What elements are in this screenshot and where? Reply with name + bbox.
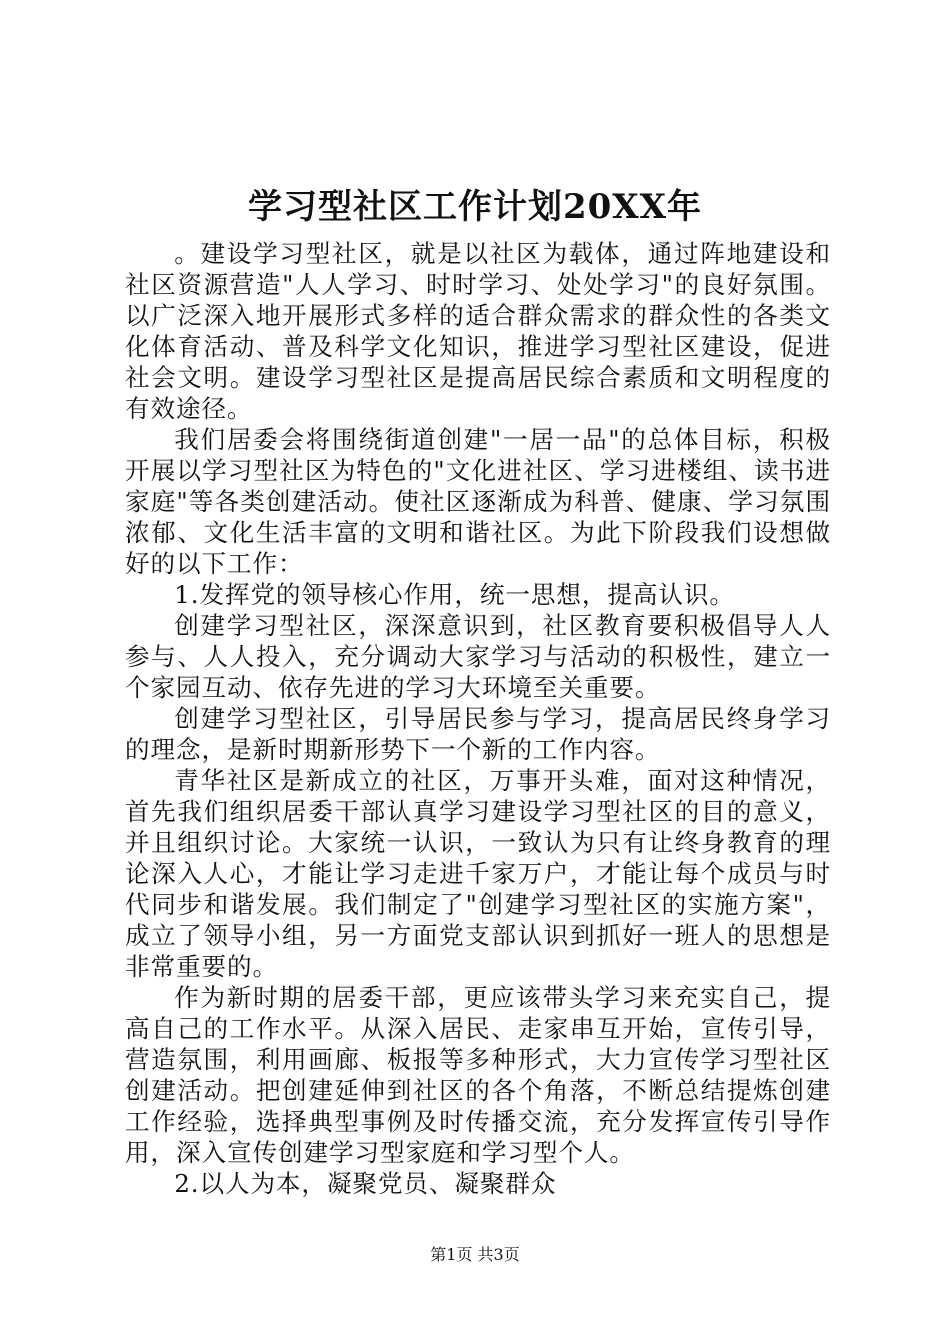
section-heading-2: 2.以人为本，凝聚党员、凝聚群众 bbox=[174, 1169, 557, 1198]
paragraph-awareness: 创建学习型社区，深深意识到，社区教育要积极倡导人人参与、人人投入，充分调动大家学习与活动的积极性，建立一个家园互动、依存先进的学习大环境至关重要。 bbox=[125, 611, 831, 702]
paragraph-qinghua-community: 青华社区是新成立的社区，万事开头难，面对这种情况，首先我们组织居委干部认真学习建设学习型社区的目的意义，并且组织讨论。大家统一认识，一致认为只有让终身教育的理论深入人心，才能让学习走进千家万户，才能让每个成员与时代同步和谐发展。我们制定了"创建学习型社区的实施方案"，成立了领导小组，另一方面党支部认识到抓好一班人的思想是非常重要的。 bbox=[125, 766, 831, 981]
paragraph-goal: 我们居委会将围绕街道创建"一居一品"的总体目标，积极开展以学习型社区为特色的"文化进社区、学习进楼组、读书进家庭"等各类创建活动。使社区逐渐成为科普、健康、学习氛围浓郁、文化生活丰富的文明和谐社区。为此下阶段我们设想做好的以下工作： bbox=[125, 425, 831, 578]
paragraph-lifelong-learning: 创建学习型社区，引导居民参与学习，提高居民终身学习的理念，是新时期新形势下一个新的工作内容。 bbox=[125, 704, 831, 764]
document-body bbox=[125, 238, 831, 1199]
paragraph-intro: 。建设学习型社区，就是以社区为载体，通过阵地建设和社区资源营造"人人学习、时时学习、处处学习"的良好氛围。以广泛深入地开展形式多样的适合群众需求的群众性的各类文化体育活动、普及科学文化知识，推进学习型社区建设，促进社会文明。建设学习型社区是提高居民综合素质和文明程度的有效途径。 bbox=[125, 239, 831, 423]
page-footer: 第1页 共3页 bbox=[430, 1245, 520, 1264]
section-heading-1: 1.发挥党的领导核心作用，统一思想，提高认识。 bbox=[174, 580, 735, 609]
paragraph-cadres: 作为新时期的居委干部，更应该带头学习来充实自己，提高自己的工作水平。从深入居民、走家串互开始，宣传引导，营造氛围，利用画廊、板报等多种形式，大力宣传学习型社区创建活动。把创建延伸到社区的各个角落，不断总结提炼创建工作经验，选择典型事例及时传播交流，充分发挥宣传引导作用，深入宣传创建学习型家庭和学习型个人。 bbox=[125, 983, 831, 1167]
document-title: 学习型社区工作计划20XX年 bbox=[247, 187, 703, 227]
